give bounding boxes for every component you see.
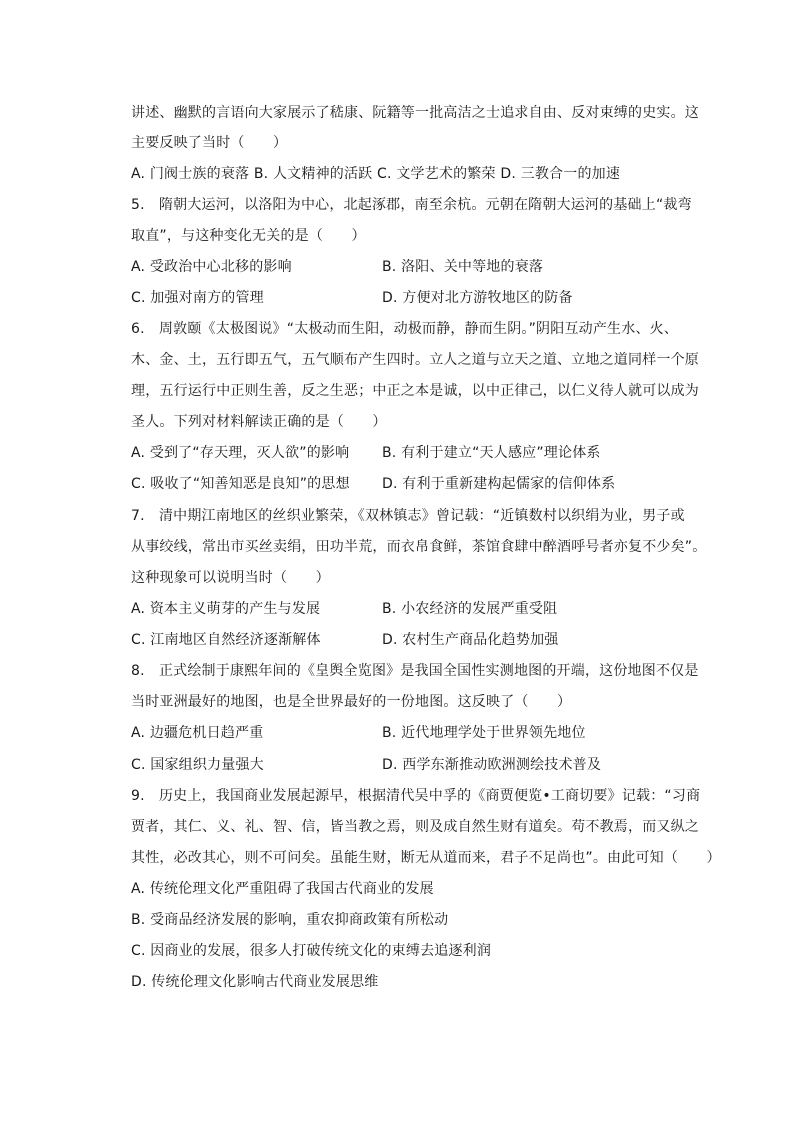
q6-option-d: D. 有利于重新建构起儒家的信仰体系 <box>382 476 616 492</box>
q7-option-a: A. 资本主义萌芽的产生与发展 <box>131 601 321 617</box>
q5-text-line-1: 5. 隋朝大运河，以洛阳为中心，北起涿郡，南至余杭。元朝在隋朝大运河的基础上“裁弯 <box>131 197 692 213</box>
q9-text-line-2: 贾者，其仁、义、礼、智、信，皆当教之焉，则及成自然生财有道矣。苟不教焉，而又纵之 <box>131 819 699 835</box>
q8-option-b: B. 近代地理学处于世界领先地位 <box>382 725 586 741</box>
q6-text-line-4: 圣人。下列对材料解读正确的是（ ） <box>131 414 387 430</box>
q7-text-line-2: 从事绞线，常出市买丝卖绢，田功半荒，而衣帛食鲜，茶馆食肆中醉酒呼号者亦复不少矣”。 <box>131 539 707 555</box>
q6-option-c: C. 吸收了“知善知恶是良知”的思想 <box>131 476 350 492</box>
q4-text-line-1: 讲述、幽默的言语向大家展示了嵇康、阮籍等一批高洁之士追求自由、反对束缚的史实。这 <box>131 105 699 121</box>
q8-option-d: D. 西学东渐推动欧洲测绘技术普及 <box>382 757 602 773</box>
q5-option-d: D. 方便对北方游牧地区的防备 <box>382 290 573 306</box>
q6-text-line-1: 6. 周敦颐《太极图说》“太极动而生阳，动极而静，静而生阴。”阴阳互动产生水、火、 <box>131 321 679 337</box>
q5-option-b: B. 洛阳、关中等地的衰落 <box>382 259 544 275</box>
q6-text-line-3: 理，五行运行中正则生善，反之生恶；中正之本是诚，以中正律己，以仁义待人就可以成为 <box>131 383 699 399</box>
q8-text-line-1: 8. 正式绘制于康熙年间的《皇舆全览图》是我国全国性实测地图的开端，这份地图不仅是 <box>131 663 699 679</box>
q6-option-b: B. 有利于建立“天人感应”理论体系 <box>382 445 601 461</box>
q9-text-line-1: 9. 历史上，我国商业发展起源早，根据清代吴中孚的《商贾便览•工商切要》记载：“习商 <box>131 788 701 804</box>
q8-text-line-2: 当时亚洲最好的地图，也是全世界最好的一份地图。这反映了（ ） <box>131 694 572 710</box>
q5-option-c: C. 加强对南方的管理 <box>131 290 264 306</box>
q4-options: A. 门阀士族的衰落 B. 人文精神的活跃 C. 文学艺术的繁荣 D. 三教合一的加速 <box>131 166 621 182</box>
q5-option-a: A. 受政治中心北移的影响 <box>131 259 292 275</box>
q7-text-line-1: 7. 清中期江南地区的丝织业繁荣，《双林镇志》曾记载：“近镇数村以织绢为业，男子或 <box>131 508 685 524</box>
q4-text-line-2: 主要反映了当时（ ） <box>131 135 288 151</box>
q6-option-a: A. 受到了“存天理，灭人欲”的影响 <box>131 445 350 461</box>
q9-option-c: C. 因商业的发展，很多人打破传统文化的束缚去追逐利润 <box>131 943 492 959</box>
q9-option-d: D. 传统伦理文化影响古代商业发展思维 <box>131 974 379 990</box>
q7-option-d: D. 农村生产商品化趋势加强 <box>382 632 559 648</box>
q5-text-line-2: 取直”，与这种变化无关的是（ ） <box>131 228 366 244</box>
q7-option-c: C. 江南地区自然经济逐渐解体 <box>131 632 321 648</box>
q6-text-line-2: 木、金、土，五行即五气，五气顺布产生四时。立人之道与立天之道、立地之道同样一个原 <box>131 352 699 368</box>
q9-text-line-3: 其性，必改其心，则不可问矣。虽能生财，断无从道而来，君子不足尚也”。由此可知（ ） <box>131 850 721 866</box>
q7-text-line-3: 这种现象可以说明当时（ ） <box>131 570 330 586</box>
q9-option-a: A. 传统伦理文化严重阻碍了我国古代商业的发展 <box>131 881 434 897</box>
q8-option-a: A. 边疆危机日趋严重 <box>131 725 264 741</box>
q9-option-b: B. 受商品经济发展的影响，重农抑商政策有所松动 <box>131 912 449 928</box>
q7-option-b: B. 小农经济的发展严重受阻 <box>382 601 558 617</box>
q8-option-c: C. 国家组织力量强大 <box>131 757 264 773</box>
